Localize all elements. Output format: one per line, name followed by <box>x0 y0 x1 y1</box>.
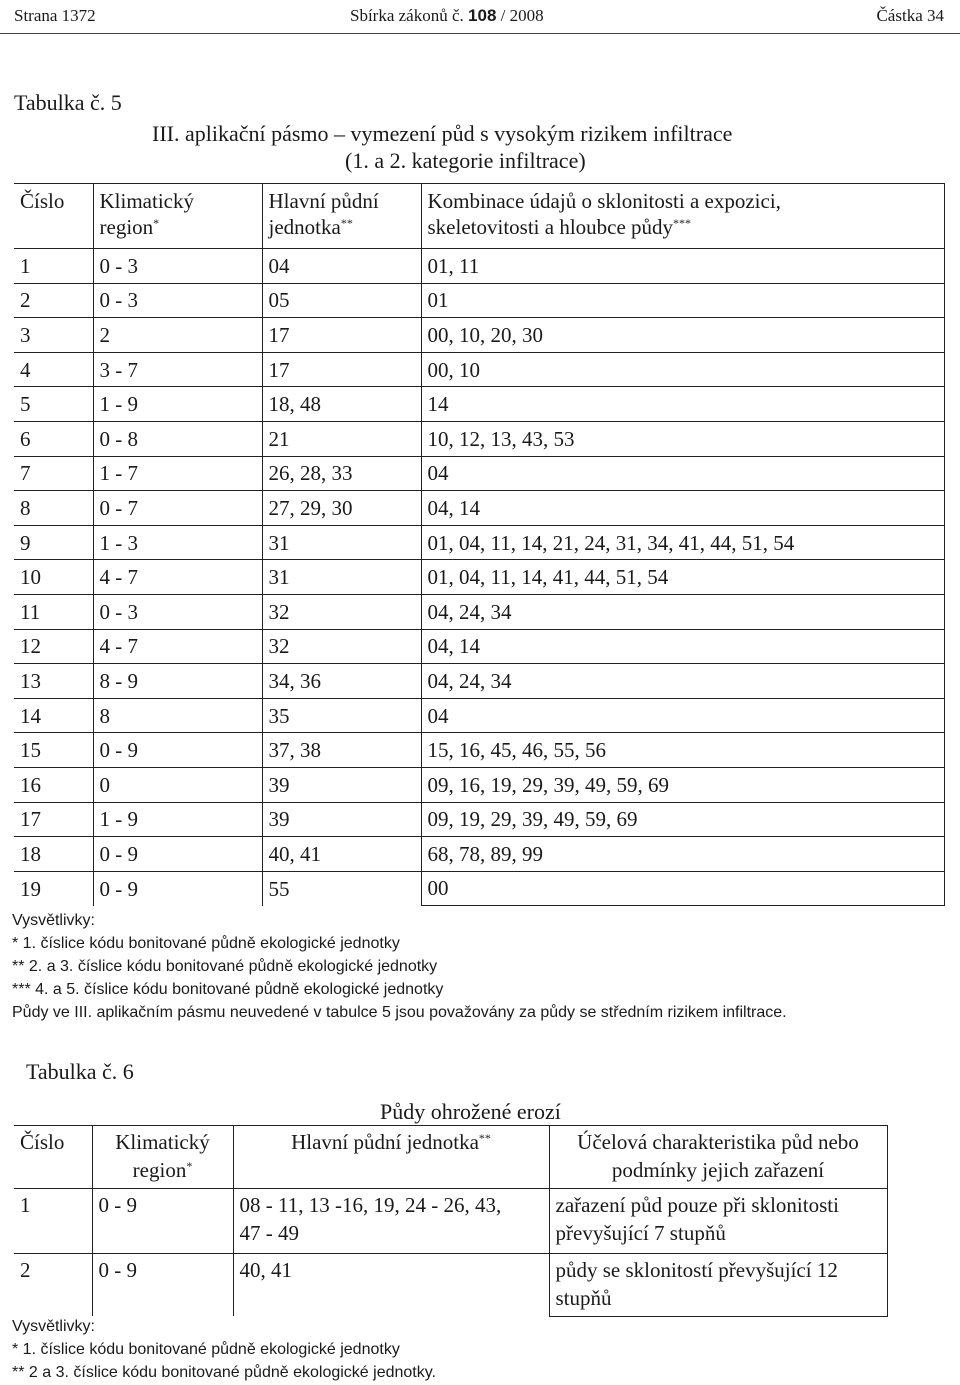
table5-header-number-text: Číslo <box>20 189 65 213</box>
table5-cell-unit: 37, 38 <box>262 733 421 768</box>
collection-reference <box>350 6 544 26</box>
table5-header-combination-line1: Kombinace údajů o sklonitosti a expozici, <box>427 189 781 213</box>
table6-header-purpose-line2: podmínky jejich zařazení <box>611 1158 825 1182</box>
table6-cell-unit <box>233 1254 549 1317</box>
table5-cell-number: 19 <box>14 871 93 906</box>
table5-cell-number: 9 <box>14 525 93 560</box>
table5-cell-number: 14 <box>14 698 93 733</box>
table5-cell-unit: 39 <box>262 767 421 802</box>
table6-header-region-line1: Klimatický <box>115 1130 210 1154</box>
collection-number: 108 <box>468 6 497 25</box>
table5-header-unit <box>262 184 421 249</box>
table6-header-purpose-line1: Účelová charakteristika půd nebo <box>577 1130 859 1154</box>
table5-header-number <box>14 184 93 249</box>
collection-prefix: Sbírka zákonů č. <box>350 6 464 25</box>
table6-cell-number: 1 <box>14 1189 92 1254</box>
table5-cell-combination: 01, 04, 11, 14, 41, 44, 51, 54 <box>421 560 944 595</box>
table5-cell-unit: 17 <box>262 318 421 353</box>
table5-cell-region: 0 - 3 <box>93 249 262 284</box>
table5-header-combination <box>421 184 944 249</box>
table5-cell-combination: 10, 12, 13, 43, 53 <box>421 421 944 456</box>
table6-cell-region: 0 - 9 <box>92 1189 233 1254</box>
table5-row <box>14 733 944 768</box>
table5-cell-region: 0 - 8 <box>93 421 262 456</box>
table5-cell-number: 15 <box>14 733 93 768</box>
table6-cell-purpose-line2: převyšující 7 stupňů <box>555 1221 726 1245</box>
table5-note: ** 2. a 3. číslice kódu bonitované půdně ekologické jednotky <box>12 958 438 975</box>
table5-row <box>14 456 944 491</box>
table6-note: * 1. číslice kódu bonitované půdně ekologické jednotky <box>12 1341 400 1358</box>
table5-cell-region: 0 - 7 <box>93 491 262 526</box>
table5-cell-region: 4 - 7 <box>93 629 262 664</box>
table5-cell-combination: 09, 16, 19, 29, 39, 49, 59, 69 <box>421 767 944 802</box>
table5-cell-unit: 05 <box>262 283 421 318</box>
table6-cell-purpose-line2: stupňů <box>555 1286 612 1310</box>
table5-row <box>14 594 944 629</box>
table6-cell-purpose <box>549 1189 887 1254</box>
table5-row <box>14 283 944 318</box>
table5-cell-region: 1 - 9 <box>93 387 262 422</box>
table5-cell-combination: 04, 14 <box>421 629 944 664</box>
table5-header-unit-line2: jednotka <box>268 215 341 239</box>
table5-title-line2: (1. a 2. kategorie infiltrace) <box>345 148 586 173</box>
table5-cell-unit: 18, 48 <box>262 387 421 422</box>
table5-cell-combination: 09, 19, 29, 39, 49, 59, 69 <box>421 802 944 837</box>
table5-cell-combination: 04 <box>421 698 944 733</box>
table5-cell-unit: 26, 28, 33 <box>262 456 421 491</box>
table5-cell-unit: 55 <box>262 871 421 906</box>
table6-cell-unit-line1: 40, 41 <box>239 1258 292 1282</box>
collection-year: / 2008 <box>500 6 544 25</box>
table6-cell-purpose-line1: zařazení půd pouze při sklonitosti <box>555 1193 839 1217</box>
table5-cell-unit: 34, 36 <box>262 664 421 699</box>
table6-cell-unit <box>233 1189 549 1254</box>
table6-cell-unit-line1: 08 - 11, 13 -16, 19, 24 - 26, 43, <box>239 1193 502 1217</box>
table5-row <box>14 802 944 837</box>
footnote-mark: * <box>186 1159 193 1173</box>
table5-row <box>14 352 944 387</box>
table5-label: Tabulka č. 5 <box>14 90 122 115</box>
table5-row <box>14 318 944 353</box>
table6-header-row <box>14 1126 887 1189</box>
table5-cell-number: 17 <box>14 802 93 837</box>
table5 <box>14 183 945 906</box>
table5-header-unit-line1: Hlavní půdní <box>268 189 379 213</box>
footnote-mark: ** <box>478 1131 491 1145</box>
table6-cell-unit-line2: 47 - 49 <box>239 1221 299 1245</box>
table5-header-region-line1: Klimatický <box>99 189 194 213</box>
table6-row <box>14 1254 887 1317</box>
table6-header-unit <box>233 1126 549 1189</box>
table6-cell-purpose-line1: půdy se sklonitostí převyšující 12 <box>555 1258 838 1282</box>
table5-row <box>14 387 944 422</box>
table5-cell-number: 7 <box>14 456 93 491</box>
table5-body <box>14 249 944 906</box>
table5-row <box>14 491 944 526</box>
table5-row <box>14 421 944 456</box>
table5-cell-region: 8 <box>93 698 262 733</box>
table5-notes <box>12 909 787 1024</box>
table6-cell-region: 0 - 9 <box>92 1254 233 1317</box>
table5-cell-region: 1 - 3 <box>93 525 262 560</box>
table5-cell-unit: 21 <box>262 421 421 456</box>
table5-cell-number: 18 <box>14 837 93 872</box>
table5-cell-combination: 68, 78, 89, 99 <box>421 837 944 872</box>
table5-cell-unit: 35 <box>262 698 421 733</box>
table5-header-region-line2: region <box>99 215 154 239</box>
table5-cell-number: 5 <box>14 387 93 422</box>
table5-cell-region: 8 - 9 <box>93 664 262 699</box>
table5-row <box>14 664 944 699</box>
table5-cell-unit: 39 <box>262 802 421 837</box>
table5-row <box>14 767 944 802</box>
table6-cell-number: 2 <box>14 1254 92 1317</box>
table5-cell-combination: 01 <box>421 283 944 318</box>
table6-header-number <box>14 1126 92 1189</box>
table6-header-number-text: Číslo <box>20 1130 65 1154</box>
table6-title: Půdy ohrožené erozí <box>380 1099 561 1124</box>
table5-cell-combination: 04, 24, 34 <box>421 664 944 699</box>
table5-cell-region: 0 - 3 <box>93 594 262 629</box>
table6-label: Tabulka č. 6 <box>26 1059 134 1084</box>
table5-row <box>14 629 944 664</box>
table5-note: * 1. číslice kódu bonitované půdně ekologické jednotky <box>12 935 400 952</box>
table5-cell-region: 0 - 9 <box>93 733 262 768</box>
table5-cell-combination: 00, 10, 20, 30 <box>421 318 944 353</box>
table5-cell-unit: 40, 41 <box>262 837 421 872</box>
table6-note-heading: Vysvětlivky: <box>12 1318 95 1335</box>
footnote-mark: * <box>153 216 160 230</box>
table6-header-unit-text: Hlavní půdní jednotka <box>291 1130 479 1154</box>
table5-header-region <box>93 184 262 249</box>
table5-row <box>14 249 944 284</box>
table5-cell-number: 4 <box>14 352 93 387</box>
table5-cell-number: 3 <box>14 318 93 353</box>
page-header <box>14 6 944 30</box>
table6-header-region-line2: region <box>132 1158 187 1182</box>
table5-cell-unit: 31 <box>262 525 421 560</box>
table5-cell-region: 3 - 7 <box>93 352 262 387</box>
table5-header-row <box>14 184 944 249</box>
table5-cell-region: 0 <box>93 767 262 802</box>
table5-row <box>14 560 944 595</box>
table5-row <box>14 837 944 872</box>
table5-cell-unit: 17 <box>262 352 421 387</box>
table5-cell-combination: 01, 11 <box>421 249 944 284</box>
table5-cell-region: 1 - 7 <box>93 456 262 491</box>
table6 <box>14 1125 888 1317</box>
table5-cell-number: 10 <box>14 560 93 595</box>
table5-cell-number: 2 <box>14 283 93 318</box>
table5-cell-combination: 15, 16, 45, 46, 55, 56 <box>421 733 944 768</box>
footnote-mark: *** <box>673 216 692 230</box>
table5-cell-combination: 04, 24, 34 <box>421 594 944 629</box>
table5-title-line1: III. aplikační pásmo – vymezení půd s vysokým rizikem infiltrace <box>152 121 733 146</box>
table5-cell-region: 4 - 7 <box>93 560 262 595</box>
page-number: Strana 1372 <box>14 6 96 25</box>
table5-row <box>14 871 944 906</box>
header-divider <box>0 33 960 34</box>
table6-note: ** 2 a 3. číslice kódu bonitované půdně ekologické jednotky. <box>12 1364 436 1381</box>
table5-row <box>14 698 944 733</box>
table5-cell-unit: 27, 29, 30 <box>262 491 421 526</box>
table5-cell-unit: 32 <box>262 629 421 664</box>
table5-cell-unit: 31 <box>262 560 421 595</box>
table5-cell-combination: 04, 14 <box>421 491 944 526</box>
table5-cell-combination: 00, 10 <box>421 352 944 387</box>
table5-cell-number: 12 <box>14 629 93 664</box>
part-number: Částka 34 <box>876 6 944 25</box>
table5-cell-number: 13 <box>14 664 93 699</box>
table5-row <box>14 525 944 560</box>
table5-cell-region: 0 - 9 <box>93 837 262 872</box>
table5-cell-unit: 32 <box>262 594 421 629</box>
table5-cell-combination: 04 <box>421 456 944 491</box>
table5-cell-unit: 04 <box>262 249 421 284</box>
table5-note-heading: Vysvětlivky: <box>12 912 95 929</box>
table5-cell-region: 0 - 3 <box>93 283 262 318</box>
table5-cell-number: 6 <box>14 421 93 456</box>
table5-cell-number: 1 <box>14 249 93 284</box>
table6-cell-purpose <box>549 1254 887 1317</box>
table5-cell-number: 11 <box>14 594 93 629</box>
table5-note: *** 4. a 5. číslice kódu bonitované půdně ekologické jednotky <box>12 981 444 998</box>
footnote-mark: ** <box>340 216 353 230</box>
table5-cell-number: 16 <box>14 767 93 802</box>
table6-header-purpose <box>549 1126 887 1189</box>
table5-cell-combination: 01, 04, 11, 14, 21, 24, 31, 34, 41, 44, 51, 54 <box>421 525 944 560</box>
table5-cell-number: 8 <box>14 491 93 526</box>
table6-notes <box>12 1315 436 1384</box>
table5-cell-combination: 00 <box>421 871 944 906</box>
table5-header-combination-line2: skeletovitosti a hloubce půdy <box>427 215 674 239</box>
table6-row <box>14 1189 887 1254</box>
table5-cell-region: 0 - 9 <box>93 871 262 906</box>
table6-header-region <box>92 1126 233 1189</box>
table5-note: Půdy ve III. aplikačním pásmu neuvedené v tabulce 5 jsou považovány za půdy se středním rizikem infiltrace. <box>12 1004 787 1021</box>
table5-cell-region: 1 - 9 <box>93 802 262 837</box>
table5-cell-combination: 14 <box>421 387 944 422</box>
table5-cell-region: 2 <box>93 318 262 353</box>
